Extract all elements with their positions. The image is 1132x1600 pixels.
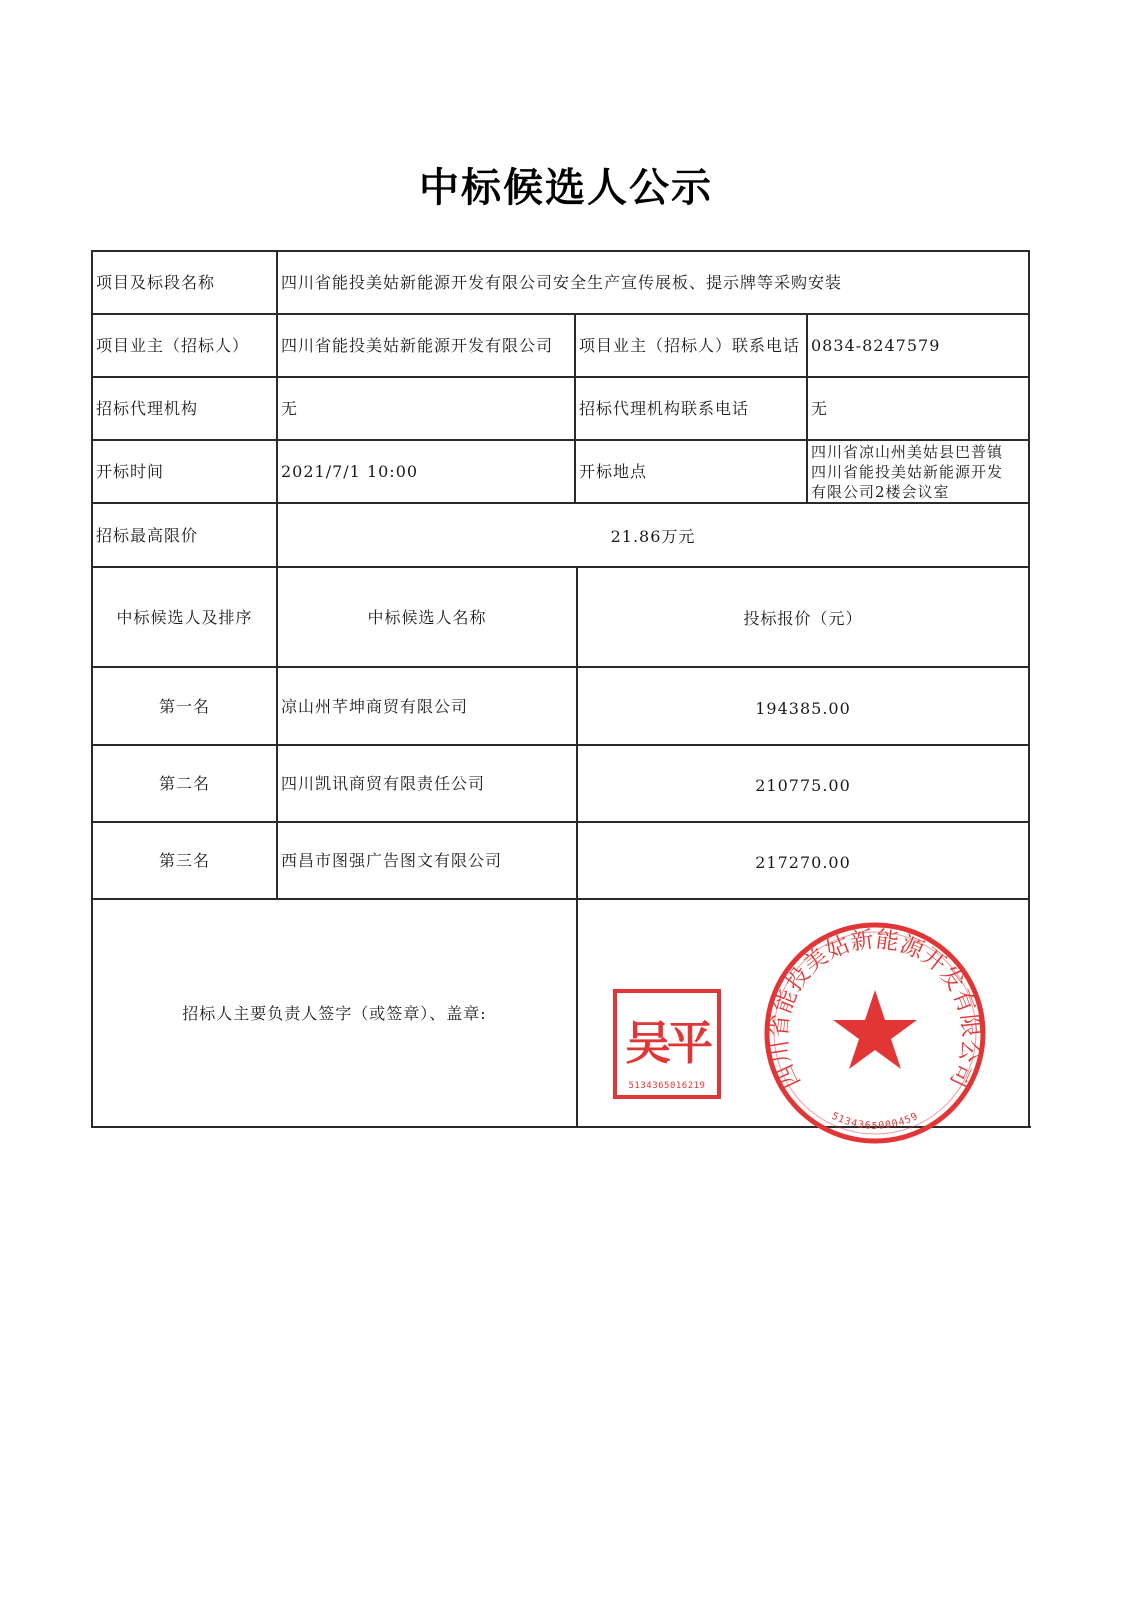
svg-text:5134365016219: 5134365016219: [628, 1081, 706, 1091]
candidate-price: 217270.00: [755, 853, 851, 872]
value-owner-phone: 0834-8247579: [811, 336, 941, 355]
label-agency: 招标代理机构: [96, 399, 199, 418]
value-project: 四川省能投美姑新能源开发有限公司安全生产宣传展板、提示牌等采购安装: [281, 273, 843, 292]
value-opening-place: [811, 442, 1026, 502]
candidate-name: 凉山州芊坤商贸有限公司: [281, 696, 469, 716]
header-rank: 中标候选人及排序: [116, 607, 253, 627]
value-agency-phone: 无: [811, 399, 829, 418]
label-owner-phone: 项目业主（招标人）联系电话: [579, 336, 801, 355]
personal-seal-graphic: [617, 993, 717, 1095]
opening-place-line-3: 有限公司2楼会议室: [811, 483, 950, 501]
candidate-name: 西昌市图强广告图文有限公司: [281, 851, 503, 870]
candidate-price: 210775.00: [755, 776, 851, 795]
signature-label: 招标人主要负责人签字（或签章）、盖章:: [182, 1003, 487, 1023]
candidate-price: 194385.00: [755, 698, 851, 718]
label-opening-time: 开标时间: [96, 462, 165, 481]
svg-text:吴平: 吴平: [625, 1016, 709, 1070]
svg-text:5134365000459: 5134365000459: [829, 1110, 921, 1132]
candidate-rank: 第一名: [158, 696, 210, 716]
candidate-rank: 第三名: [158, 851, 210, 870]
header-name: 中标候选人名称: [367, 607, 487, 627]
value-agency: 无: [281, 399, 299, 418]
label-project: 项目及标段名称: [96, 273, 216, 292]
candidate-rank: 第二名: [158, 774, 210, 793]
label-max-price: 招标最高限价: [96, 525, 199, 545]
company-seal: [760, 918, 990, 1148]
header-price: 投标报价（元）: [743, 608, 863, 628]
label-opening-place: 开标地点: [579, 462, 648, 481]
value-max-price: 21.86万元: [610, 526, 696, 546]
label-agency-phone: 招标代理机构联系电话: [579, 399, 750, 418]
opening-place-line-2: 四川省能投美姑新能源开发: [811, 463, 1004, 481]
label-owner: 项目业主（招标人）: [96, 336, 250, 355]
svg-text:四川省能投美姑新能源开发有限公司: 四川省能投美姑新能源开发有限公司: [766, 926, 984, 1092]
document-title: 中标候选人公示: [419, 165, 713, 211]
value-opening-time: 2021/7/1 10:00: [281, 462, 419, 481]
value-owner: 四川省能投美姑新能源开发有限公司: [281, 336, 554, 355]
opening-place-line-1: 四川省凉山州美姑县巴普镇: [811, 443, 1004, 461]
candidate-name: 四川凯讯商贸有限责任公司: [281, 774, 486, 793]
personal-seal: [613, 989, 721, 1099]
